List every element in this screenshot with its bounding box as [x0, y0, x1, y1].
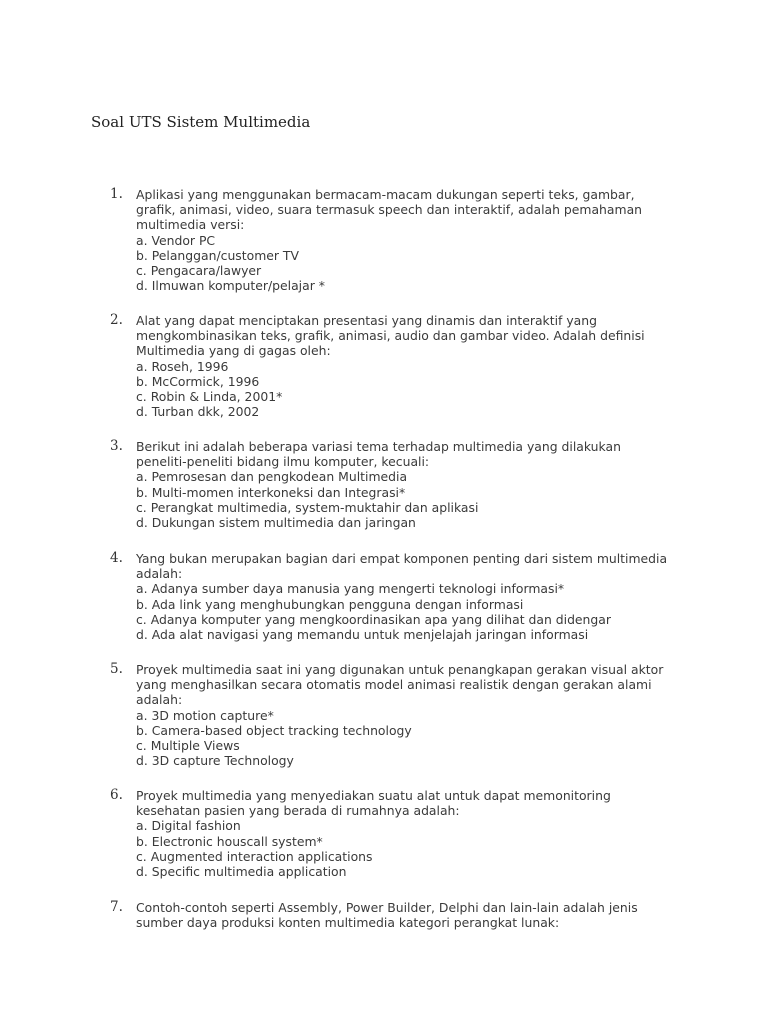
question-text-line: mengkombinasikan teks, grafik, animasi, audio dan gambar video. Adalah definisi [136, 328, 645, 344]
answer-option: c. Augmented interaction applications [136, 848, 373, 864]
answer-option: a. Digital fashion [136, 818, 241, 834]
question-text-line: Contoh-contoh seperti Assembly, Power Builder, Delphi dan lain-lain adalah jenis [136, 900, 638, 915]
question-number: 1. [110, 186, 123, 202]
question-text-line: yang menghasilkan secara otomatis model animasi realistik dengan gerakan alami [136, 677, 652, 693]
answer-option: c. Robin & Linda, 2001* [136, 389, 283, 405]
question-body [136, 788, 676, 879]
answer-option: a. Pemrosesan dan pengkodean Multimedia [136, 469, 408, 485]
question-number: 7. [110, 899, 123, 915]
question-number: 4. [110, 550, 123, 566]
question-number: 3. [110, 438, 123, 454]
question-text-line: peneliti-peneliti bidang ilmu komputer, kecuali: [136, 454, 430, 470]
answer-option: a. Adanya sumber daya manusia yang mengerti teknologi informasi* [136, 581, 565, 597]
answer-option: d. Dukungan sistem multimedia dan jaringan [136, 515, 416, 531]
question-number: 2. [110, 312, 123, 328]
question-text-line: kesehatan pasien yang berada di rumahnya adalah: [136, 803, 460, 819]
question-text-line: multimedia versi: [136, 217, 245, 233]
answer-option: d. Ada alat navigasi yang memandu untuk menjelajah jaringan informasi [136, 627, 589, 643]
question-text-line: Multimedia yang di gagas oleh: [136, 343, 331, 359]
question-text-line: adalah: [136, 566, 183, 582]
answer-option: a. 3D motion capture* [136, 707, 274, 723]
answer-option: d. 3D capture Technology [136, 753, 294, 769]
answer-option: a. Vendor PC [136, 232, 216, 248]
question-text-line: Berikut ini adalah beberapa variasi tema terhadap multimedia yang dilakukan [136, 439, 621, 454]
answer-option: c. Pengacara/lawyer [136, 263, 262, 279]
answer-option: c. Perangkat multimedia, system-muktahir dan aplikasi [136, 499, 479, 515]
answer-option: d. Turban dkk, 2002 [136, 404, 260, 420]
answer-option: d. Ilmuwan komputer/pelajar * [136, 278, 325, 294]
answer-option: b. Multi-momen interkoneksi dan Integrasi* [136, 484, 406, 500]
question-number: 5. [110, 661, 123, 677]
question-text-line: Proyek multimedia saat ini yang digunakan untuk penangkapan gerakan visual aktor [136, 662, 664, 677]
answer-option: d. Specific multimedia application [136, 864, 347, 880]
question-number: 6. [110, 787, 123, 803]
answer-option: a. Roseh, 1996 [136, 358, 229, 374]
question-body [136, 313, 676, 419]
question-text-line: Aplikasi yang menggunakan bermacam-macam dukungan seperti teks, gambar, [136, 187, 635, 202]
page-title: Soal UTS Sistem Multimedia [91, 113, 311, 131]
question-text-line: grafik, animasi, video, suara termasuk speech dan interaktif, adalah pemahaman [136, 202, 643, 218]
question-body [136, 439, 676, 530]
answer-option: b. Ada link yang menghubungkan pengguna dengan informasi [136, 596, 524, 612]
question-text-line: Yang bukan merupakan bagian dari empat komponen penting dari sistem multimedia [136, 551, 668, 566]
answer-option: b. Camera-based object tracking technology [136, 722, 412, 738]
question-text-line: adalah: [136, 692, 183, 708]
answer-option: b. McCormick, 1996 [136, 373, 260, 389]
question-text-line: sumber daya produksi konten multimedia kategori perangkat lunak: [136, 915, 560, 931]
answer-option: b. Electronic houscall system* [136, 833, 323, 849]
question-text-line: Proyek multimedia yang menyediakan suatu alat untuk dapat memonitoring [136, 788, 611, 803]
question-body [136, 662, 676, 768]
answer-option: c. Adanya komputer yang mengkoordinasikan apa yang dilihat dan didengar [136, 611, 611, 627]
question-body [136, 551, 676, 642]
question-body [136, 187, 676, 293]
question-body [136, 900, 676, 930]
answer-option: c. Multiple Views [136, 738, 240, 754]
answer-option: b. Pelanggan/customer TV [136, 247, 299, 263]
question-text-line: Alat yang dapat menciptakan presentasi yang dinamis dan interaktif yang [136, 313, 597, 328]
